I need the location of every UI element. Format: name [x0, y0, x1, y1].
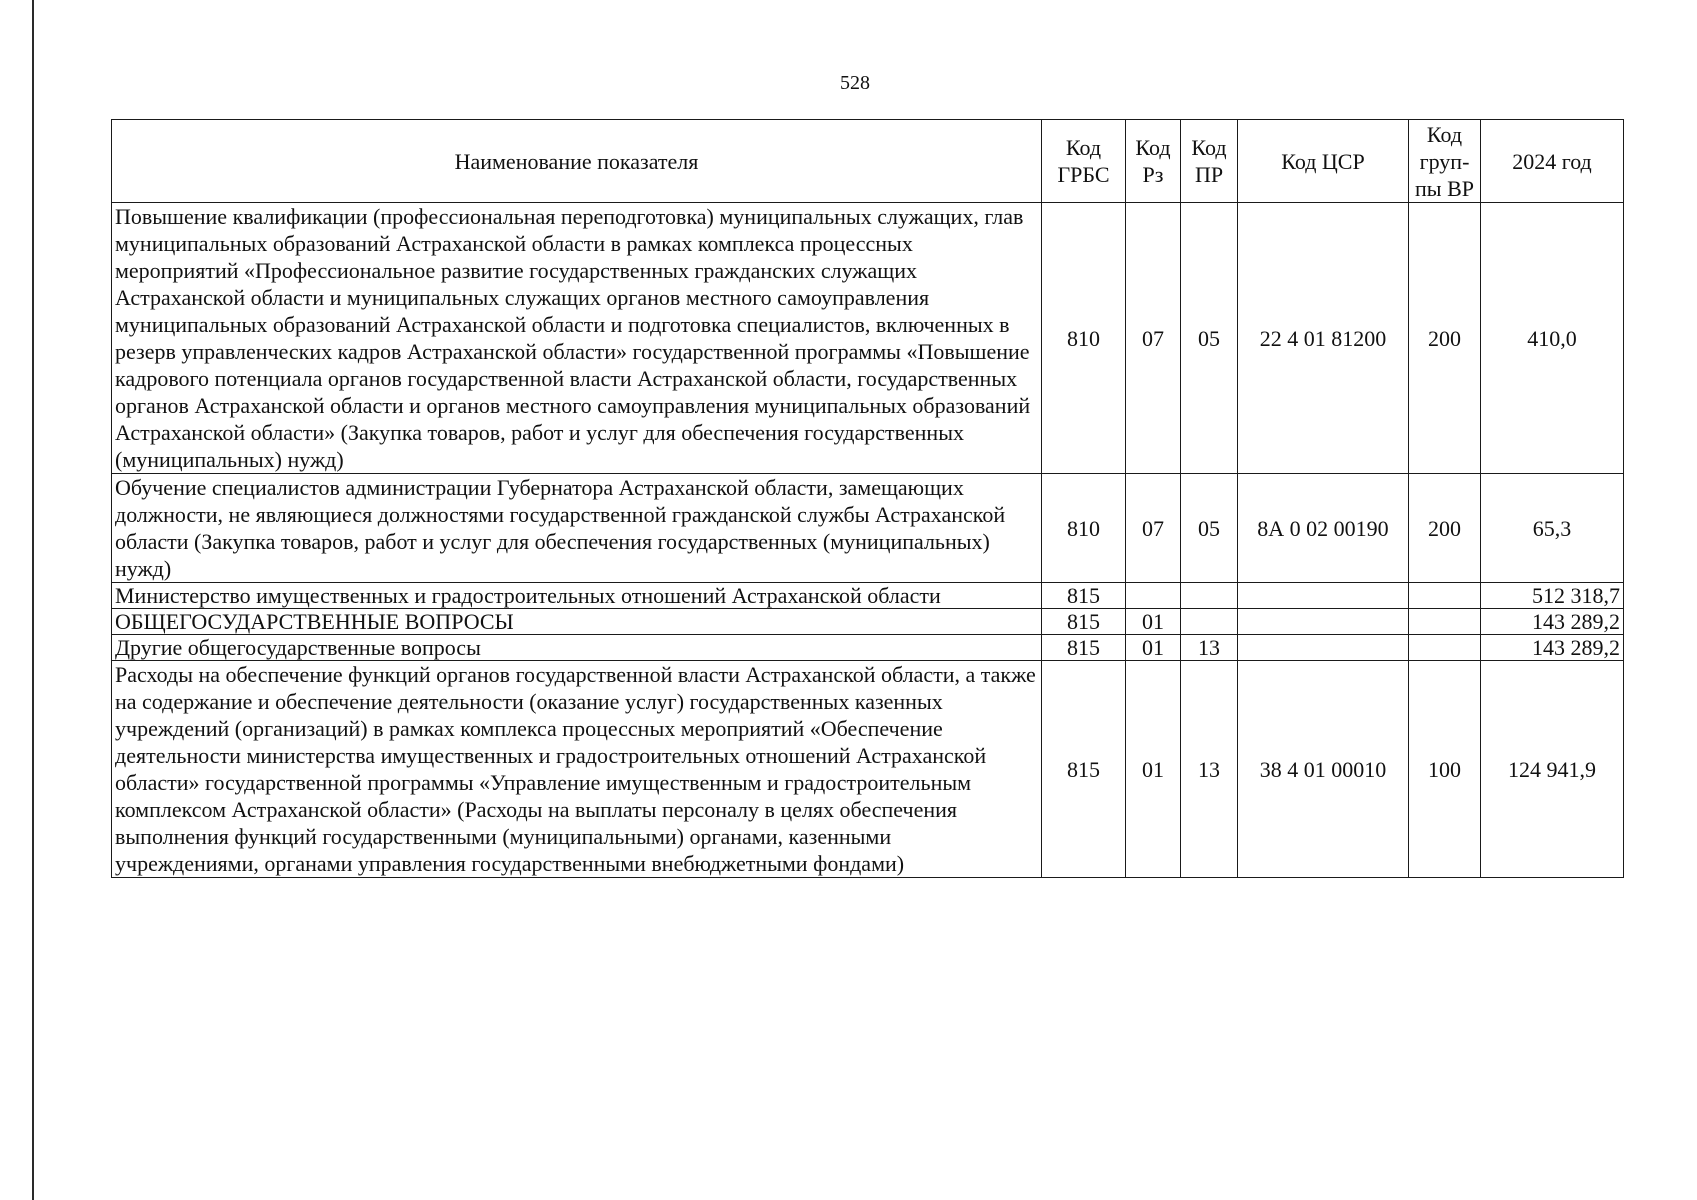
row-grbs: 815 — [1042, 583, 1126, 609]
scan-edge-line — [32, 0, 34, 1200]
header-vr-line-3: пы ВР — [1415, 175, 1474, 201]
row-amount: 143 289,2 — [1481, 635, 1624, 661]
header-grbs-line-1: Код — [1065, 135, 1102, 160]
header-rz-line-1: Код — [1135, 135, 1171, 160]
header-rz-line-2: Рз — [1142, 162, 1164, 187]
table-row — [112, 474, 1624, 583]
row-rz: 01 — [1126, 635, 1181, 661]
row-pr: 13 — [1181, 635, 1238, 661]
header-grbs-line-2: ГРБС — [1057, 162, 1110, 187]
row-amount: 512 318,7 — [1481, 583, 1624, 609]
row-csr — [1238, 635, 1409, 661]
header-name: Наименование показателя — [112, 120, 1042, 203]
table-row — [112, 609, 1624, 635]
row-csr: 22 4 01 81200 — [1238, 203, 1409, 474]
table-header-row — [112, 120, 1624, 203]
header-rz — [1126, 120, 1181, 203]
header-pr-line-1: Код — [1191, 135, 1227, 160]
row-rz: 01 — [1126, 609, 1181, 635]
row-rz: 07 — [1126, 474, 1181, 583]
header-pr — [1181, 120, 1238, 203]
row-vr — [1409, 635, 1481, 661]
header-vr — [1409, 120, 1481, 203]
table-row — [112, 635, 1624, 661]
row-pr: 05 — [1181, 474, 1238, 583]
row-name: Повышение квалификации (профессиональная переподготовка) муниципальных служащих, глав муниципальных образований Астраханской области в рамках комплекса процессных мероприятий «Профессиональное развитие государственных гражданских служащих Астраханской области и муниципальных служащих органов местного самоуправления муниципальных образований Астраханской области и подготовка специалистов, включенных в резерв управленческих кадров Астраханской области» государственной программы «Повышение кадрового потенциала органов государственной власти Астраханской области, государственных органов Астраханской области и органов местного самоуправления муниципальных образований Астраханской области» (Закупка товаров, работ и услуг для обеспечения государственных (муниципальных) нужд) — [112, 203, 1042, 474]
header-grbs — [1042, 120, 1126, 203]
row-pr — [1181, 609, 1238, 635]
row-vr: 100 — [1409, 661, 1481, 878]
header-vr-line-1: Код — [1426, 121, 1463, 147]
row-vr — [1409, 609, 1481, 635]
row-grbs: 815 — [1042, 609, 1126, 635]
row-vr: 200 — [1409, 474, 1481, 583]
row-vr: 200 — [1409, 203, 1481, 474]
row-rz — [1126, 583, 1181, 609]
table-row — [112, 203, 1624, 474]
row-name: Обучение специалистов администрации Губернатора Астраханской области, замещающих должности, не являющиеся должностями государственной гражданской службы Астраханской области (Закупка товаров, работ и услуг для обеспечения государственных (муниципальных) нужд) — [112, 474, 1042, 583]
row-pr: 13 — [1181, 661, 1238, 878]
row-grbs: 815 — [1042, 635, 1126, 661]
header-csr: Код ЦСР — [1238, 120, 1409, 203]
row-grbs: 815 — [1042, 661, 1126, 878]
row-rz: 01 — [1126, 661, 1181, 878]
row-amount: 410,0 — [1481, 203, 1624, 474]
row-grbs: 810 — [1042, 203, 1126, 474]
row-grbs: 810 — [1042, 474, 1126, 583]
row-csr — [1238, 609, 1409, 635]
row-amount: 143 289,2 — [1481, 609, 1624, 635]
row-amount: 65,3 — [1481, 474, 1624, 583]
header-year: 2024 год — [1481, 120, 1624, 203]
row-pr — [1181, 583, 1238, 609]
row-rz: 07 — [1126, 203, 1181, 474]
header-vr-line-2: груп- — [1419, 148, 1470, 174]
row-csr — [1238, 583, 1409, 609]
header-pr-line-2: ПР — [1194, 162, 1224, 187]
row-vr — [1409, 583, 1481, 609]
row-csr: 8А 0 02 00190 — [1238, 474, 1409, 583]
row-name: ОБЩЕГОСУДАРСТВЕННЫЕ ВОПРОСЫ — [112, 609, 1042, 635]
row-name: Министерство имущественных и градостроительных отношений Астраханской области — [112, 583, 1042, 609]
table-row — [112, 583, 1624, 609]
row-name: Расходы на обеспечение функций органов государственной власти Астраханской области, а также на содержание и обеспечение деятельности (оказание услуг) государственных казенных учреждений (организаций) в рамках комплекса процессных мероприятий «Обеспечение деятельности министерства имущественных и градостроительных отношений Астраханской области» государственной программы «Управление имущественным и градостроительным комплексом Астраханской области» (Расходы на выплаты персоналу в целях обеспечения выполнения функций государственными (муниципальными) органами, казенными учреждениями, органами управления государственными внебюджетными фондами) — [112, 661, 1042, 878]
page-number: 528 — [840, 72, 870, 94]
row-csr: 38 4 01 00010 — [1238, 661, 1409, 878]
row-name: Другие общегосударственные вопросы — [112, 635, 1042, 661]
row-amount: 124 941,9 — [1481, 661, 1624, 878]
table-row — [112, 661, 1624, 878]
row-pr: 05 — [1181, 203, 1238, 474]
budget-table — [111, 119, 1624, 878]
